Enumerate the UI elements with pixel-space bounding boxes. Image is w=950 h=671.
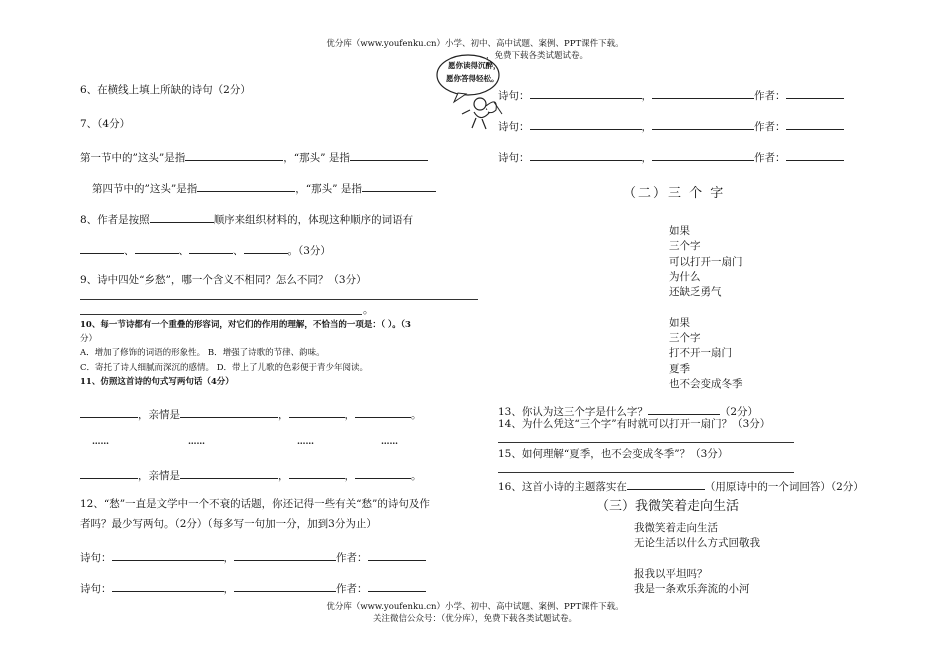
poem-line: 我是一条欢乐奔流的小河 — [634, 583, 750, 596]
poem-blank[interactable] — [652, 118, 754, 130]
author-blank[interactable] — [368, 580, 426, 592]
q13-text: 13、你认为这三个字是什么字？ — [498, 406, 648, 418]
poem-blank[interactable] — [530, 87, 642, 99]
q11-comma: ， — [344, 409, 355, 421]
question-10-cont: 分） — [80, 334, 98, 344]
poem-blank[interactable] — [652, 149, 754, 161]
poem-label: 诗句： — [498, 90, 530, 102]
poem-line: 报我以平坦吗？ — [634, 567, 708, 580]
q7a-label-2: ，“那头” 是指 — [283, 152, 350, 164]
q11-comma: ， — [344, 470, 355, 482]
question-10 — [80, 320, 411, 330]
poem-smile-to-life — [634, 521, 760, 597]
q11-blank[interactable] — [355, 406, 411, 418]
q11-blank[interactable] — [80, 406, 138, 418]
q11-dots-4: …… — [381, 437, 398, 447]
q13-score: （2分） — [719, 406, 759, 418]
poem-row-2 — [498, 118, 844, 134]
author-blank[interactable] — [786, 118, 844, 130]
q8-label-2: 顺序来组织材料的，体现这种顺序的词语有 — [213, 214, 414, 226]
bubble-text-1: 愿你读得沉醉， — [448, 61, 501, 70]
q11-line-2 — [80, 467, 422, 483]
q16-text: 16、这首小诗的主题落实在 — [498, 481, 627, 493]
question-7: 7、（4分） — [80, 118, 131, 130]
poem-three-words — [669, 224, 743, 392]
poem-blank[interactable] — [652, 87, 754, 99]
q8-sep: 、 — [178, 245, 189, 257]
q8-order-blank[interactable] — [150, 211, 214, 223]
author-blank[interactable] — [786, 149, 844, 161]
comma: ， — [223, 583, 234, 595]
q7a-blank-1[interactable] — [185, 149, 283, 161]
q7b-blank-2[interactable] — [362, 180, 436, 192]
q8-word-blank-3[interactable] — [189, 242, 233, 254]
q10-text: 10、每一节诗都有一个重叠的形容词，对它们的作用的理解，不恰当的一项是：（ ）。（3 — [80, 320, 411, 330]
comma: ， — [641, 121, 652, 133]
poem-blank[interactable] — [530, 118, 642, 130]
poem-blank[interactable] — [112, 549, 224, 561]
q14-answer-line[interactable] — [498, 442, 794, 443]
poem-stanza-gap — [669, 300, 743, 315]
page-header-line1: 优分库（www.youfenku.cn）小学、初中、高中试题、案例、PPT课件下载。 — [326, 39, 624, 49]
q11-blank[interactable] — [80, 467, 138, 479]
question-12-line2: 者吗？最少写两句。（2分）（每多写一句加一分，加到3分为止） — [80, 518, 377, 530]
question-15: 15、如何理解“夏季，也不会变成冬季”？（3分） — [498, 448, 729, 460]
poem-stanza-gap — [634, 552, 760, 567]
q11-dots-2: …… — [188, 437, 205, 447]
comma: ， — [641, 90, 652, 102]
author-label: 作者： — [754, 152, 786, 164]
q11-period: 。 — [411, 409, 422, 421]
q8-sep: 、 — [124, 245, 135, 257]
poem-blank[interactable] — [112, 580, 224, 592]
question-12-line1: 12、“愁”一直是文学中一个不衰的话题，你还记得一些有关“愁”的诗句及作 — [80, 498, 430, 510]
q8-word-blank-1[interactable] — [80, 242, 124, 254]
poem-line: 三个字 — [669, 332, 701, 345]
poem-line: 还缺乏勇气 — [669, 286, 722, 299]
question-8 — [80, 211, 413, 227]
q9-answer-line-2[interactable] — [80, 314, 362, 315]
q12-answer-row-2 — [80, 580, 426, 596]
q7a-blank-2[interactable] — [350, 149, 428, 161]
q11-label: ，亲情是 — [138, 409, 180, 421]
question-6: 6、在横线上填上所缺的诗句（2分） — [80, 84, 251, 96]
poem-line: 夏季 — [669, 362, 690, 375]
question-16 — [498, 478, 864, 494]
q7b-blank-1[interactable] — [197, 180, 295, 192]
poem-row-1 — [498, 87, 844, 103]
bubble-text-2: 愿你答得轻松。 — [446, 74, 499, 83]
q11-comma: ， — [278, 470, 289, 482]
question-7b — [92, 180, 436, 196]
question-14: 14、为什么凭这“三个字”有时就可以打开一扇门？（3分） — [498, 418, 771, 430]
q11-comma: ， — [278, 409, 289, 421]
poem-line: 为什么 — [669, 270, 701, 283]
author-blank[interactable] — [368, 549, 426, 561]
section-3-title: （三）我微笑着走向生活 — [596, 499, 740, 514]
poem-row-3 — [498, 149, 844, 165]
q11-blank[interactable] — [180, 406, 278, 418]
author-blank[interactable] — [786, 87, 844, 99]
page-footer-line1: 优分库（www.youfenku.cn）小学、初中、高中试题、案例、PPT课件下载。 — [326, 602, 624, 612]
author-label: 作者： — [336, 552, 368, 564]
comma: ， — [223, 552, 234, 564]
question-8-words — [80, 242, 331, 258]
poem-blank[interactable] — [234, 549, 336, 561]
comma: ， — [641, 152, 652, 164]
author-label: 作者： — [336, 583, 368, 595]
poem-line: 如果 — [669, 225, 690, 237]
q11-blank[interactable] — [289, 406, 345, 418]
poem-label: 诗句： — [80, 583, 112, 595]
q8-label: 8、作者是按照 — [80, 214, 150, 226]
q7b-label-2: ，“那头” 是指 — [295, 183, 362, 195]
q11-period: 。 — [411, 470, 422, 482]
poem-blank[interactable] — [234, 580, 336, 592]
q11-line-1 — [80, 406, 422, 422]
q11-dots-3: …… — [297, 437, 314, 447]
section-2-title: （二）三 个 字 — [623, 186, 726, 201]
poem-line: 我微笑着走向生活 — [634, 522, 718, 534]
question-13 — [498, 403, 758, 419]
q9-answer-line-1[interactable] — [80, 299, 478, 300]
question-9: 9、诗中四处“乡愁”，哪一个含义不相同？怎么不同？（3分） — [80, 274, 367, 286]
q8-score: 。（3分） — [287, 245, 331, 257]
q15-answer-line[interactable] — [498, 472, 794, 473]
poem-label: 诗句： — [498, 121, 530, 133]
poem-label: 诗句： — [80, 552, 112, 564]
q9-end: 。 — [363, 304, 374, 316]
poem-line: 如果 — [669, 316, 690, 329]
author-label: 作者： — [754, 90, 786, 102]
q13-blank[interactable] — [648, 403, 720, 415]
author-label: 作者： — [754, 121, 786, 133]
poem-line: 无论生活以什么方式回敬我 — [634, 537, 760, 550]
poem-line: 三个字 — [669, 240, 701, 253]
poem-label: 诗句： — [498, 152, 530, 164]
q10-options-cd: C．寄托了诗人细腻而深沉的感情。 D．带上了儿歌的色彩便于青少年阅读。 — [80, 363, 369, 373]
q10-options-ab: A．增加了修饰的词语的形象性。 B．增强了诗歌的节律、韵味。 — [80, 348, 325, 358]
question-11: 11、仿照这首诗的句式写两句话（4分） — [80, 377, 234, 387]
q11-blank[interactable] — [180, 467, 278, 479]
q11-dots-1: …… — [92, 437, 109, 447]
q11-blank[interactable] — [355, 467, 411, 479]
q8-sep: 、 — [233, 245, 244, 257]
q16-text-2: （用原诗中的一个词回答）（2分） — [704, 481, 864, 493]
poem-blank[interactable] — [530, 149, 642, 161]
q16-blank[interactable] — [627, 478, 705, 490]
poem-line: 打不开一扇门 — [669, 347, 732, 360]
question-7a — [80, 149, 428, 165]
q8-word-blank-4[interactable] — [244, 242, 288, 254]
q11-label: ，亲情是 — [138, 470, 180, 482]
poem-line: 可以打开一扇门 — [669, 255, 743, 268]
q11-blank[interactable] — [289, 467, 345, 479]
page-footer-line2: 关注微信公众号：（优分库），免费下载各类试题试卷。 — [372, 614, 577, 624]
q7b-label: 第四节中的”这头”是指 — [92, 183, 198, 195]
q7a-label: 第一节中的”这头”是指 — [80, 152, 186, 164]
q8-word-blank-2[interactable] — [135, 242, 179, 254]
poem-line: 也不会变成冬季 — [669, 377, 743, 390]
page-header-line2: ，免费下载各类试题试卷。 — [485, 51, 588, 61]
q12-answer-row-1 — [80, 549, 426, 565]
